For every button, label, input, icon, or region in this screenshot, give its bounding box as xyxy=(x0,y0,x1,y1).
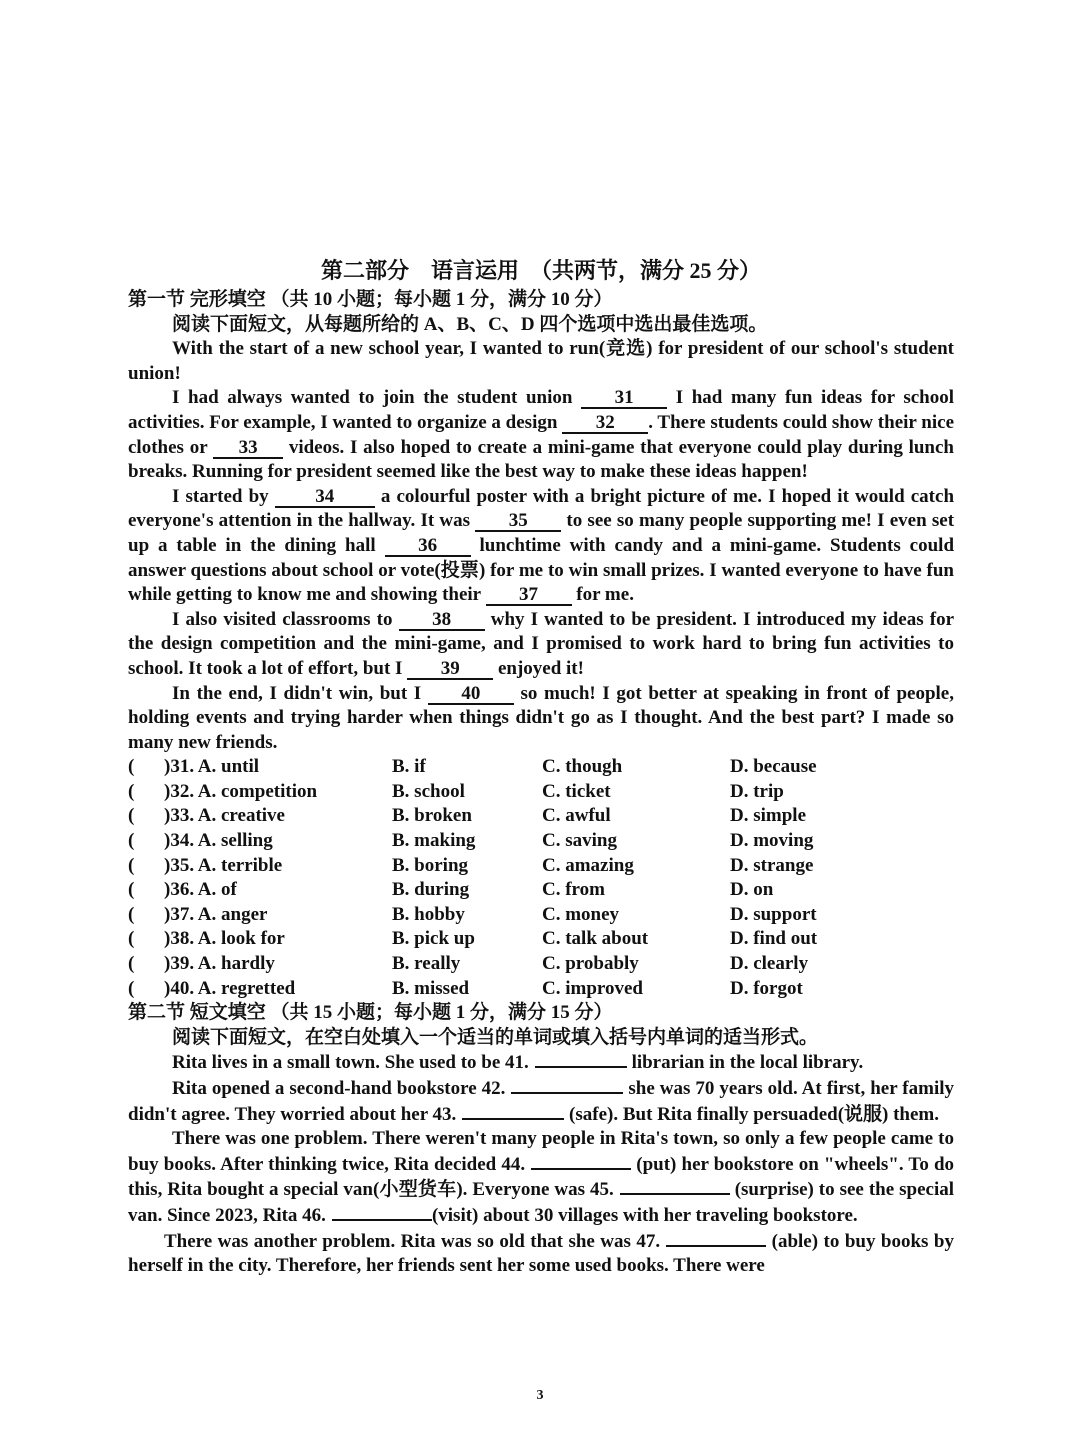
blank-32[interactable]: 32 xyxy=(562,413,648,434)
blank-42[interactable] xyxy=(511,1076,623,1094)
option-row-34: ( )34. A. selling B. making C. saving D. moving xyxy=(128,830,814,852)
page-number: 3 xyxy=(536,1388,544,1403)
cloze-paragraph-4: I also visited classrooms to 38 why I wanted to be president. I introduced my ideas for the design competition and the mini-game, and I promised to work hard to bring fun activities to school. It took a lot of effort, but I 39 enjoyed it! xyxy=(128,608,954,679)
blank-35[interactable]: 35 xyxy=(475,511,561,532)
cloze-paragraph-5: In the end, I didn't win, but I 40 so much! I got better at speaking in front of people, holding events and trying harder when things didn't go as I thought. And the best part? I made so many new friends. xyxy=(128,682,954,753)
option-row-37: ( )37. A. anger B. hobby C. money D. support xyxy=(128,903,817,925)
blank-41[interactable] xyxy=(535,1050,627,1068)
blank-40[interactable]: 40 xyxy=(428,684,514,705)
section1-heading: 第一节 完形填空 （共 10 小题；每小题 1 分，满分 10 分） xyxy=(128,289,613,310)
options-list xyxy=(128,755,954,1001)
section2-instruction: 阅读下面短文，在空白处填入一个适当的单词或填入括号内单词的适当形式。 xyxy=(172,1026,819,1048)
fill-paragraph-2: Rita opened a second-hand bookstore 42. she was 70 years old. At first, her family didn't agree. They worried about her 43. (safe). But Rita finally persuaded(说服) them. xyxy=(128,1078,955,1125)
blank-37[interactable]: 37 xyxy=(486,585,572,606)
part-title: 第二部分 语言运用 （共两节，满分 25 分） xyxy=(320,258,761,283)
blank-31[interactable]: 31 xyxy=(581,388,667,409)
option-row-31: ( )31. A. until B. if C. though D. because xyxy=(128,756,817,778)
option-row-39: ( )39. A. hardly B. really C. probably D. clearly xyxy=(128,953,809,975)
blank-36[interactable]: 36 xyxy=(385,536,471,557)
option-row-33: ( )33. A. creative B. broken C. awful D. simple xyxy=(128,805,806,827)
section1-instruction: 阅读下面短文，从每题所给的 A、B、C、D 四个选项中选出最佳选项。 xyxy=(172,313,768,335)
fill-paragraph-1: Rita lives in a small town. She used to be 41. librarian in the local library. xyxy=(172,1052,864,1074)
fill-paragraph-4: There was another problem. Rita was so old that she was 47. (able) to buy books by herself in the city. Therefore, her friends sent her some used books. There were xyxy=(128,1230,954,1277)
option-row-35: ( )35. A. terrible B. boring C. amazing D. strange xyxy=(128,854,814,876)
cloze-paragraph-1: With the start of a new school year, I wanted to run(竞选) for president of our school's student union! xyxy=(128,338,954,384)
option-row-38: ( )38. A. look for B. pick up C. talk about D. find out xyxy=(128,928,818,950)
blank-39[interactable]: 39 xyxy=(407,659,493,680)
option-row-32: ( )32. A. competition B. school C. ticket D. trip xyxy=(128,780,784,802)
content-area xyxy=(128,256,954,1279)
cloze-paragraph-2: I had always wanted to join the student union 31 I had many fun ideas for school activities. For example, I wanted to organize a design 32 . There students could show their nice clothes or 33 videos. I also hoped to create a mini-game that everyone could play during lunch breaks. Running for president seemed like the best way to make these ideas happen! xyxy=(128,387,955,483)
blank-45[interactable] xyxy=(620,1177,730,1195)
blank-43[interactable] xyxy=(462,1102,564,1120)
blank-46[interactable] xyxy=(332,1203,432,1221)
cloze-paragraph-3: I started by 34 a colourful poster with a bright picture of me. I hoped it would catch everyone's attention in the hallway. It was 35 to see so many people supporting me! I even set up a table in the dining hall 36 lunchtime with candy and a mini-game. Students could answer questions about school or vote(投票) for me to win small prizes. I wanted everyone to have fun while getting to know me and showing their 37 for me. xyxy=(128,485,955,606)
blank-34[interactable]: 34 xyxy=(275,487,375,508)
option-row-36: ( )36. A. of B. during C. from D. on xyxy=(128,879,774,901)
blank-33[interactable]: 33 xyxy=(213,438,283,459)
blank-38[interactable]: 38 xyxy=(399,610,485,631)
blank-44[interactable] xyxy=(531,1152,631,1170)
section2-heading: 第二节 短文填空 （共 15 小题；每小题 1 分，满分 15 分） xyxy=(128,1002,613,1024)
blank-47[interactable] xyxy=(666,1229,766,1247)
fill-paragraph-3: There was one problem. There weren't many people in Rita's town, so only a few people came to buy books. After thinking twice, Rita decided 44. (put) her bookstore on "wheels". To do this, Rita bought a special van(小型货车). Everyone was 45. (surprise) to see the special van. Since 2023, Rita 46. (visit) about 30 villages with her traveling bookstore. xyxy=(128,1128,955,1226)
option-row-40: ( )40. A. regretted B. missed C. improved D. forgot xyxy=(128,977,803,999)
